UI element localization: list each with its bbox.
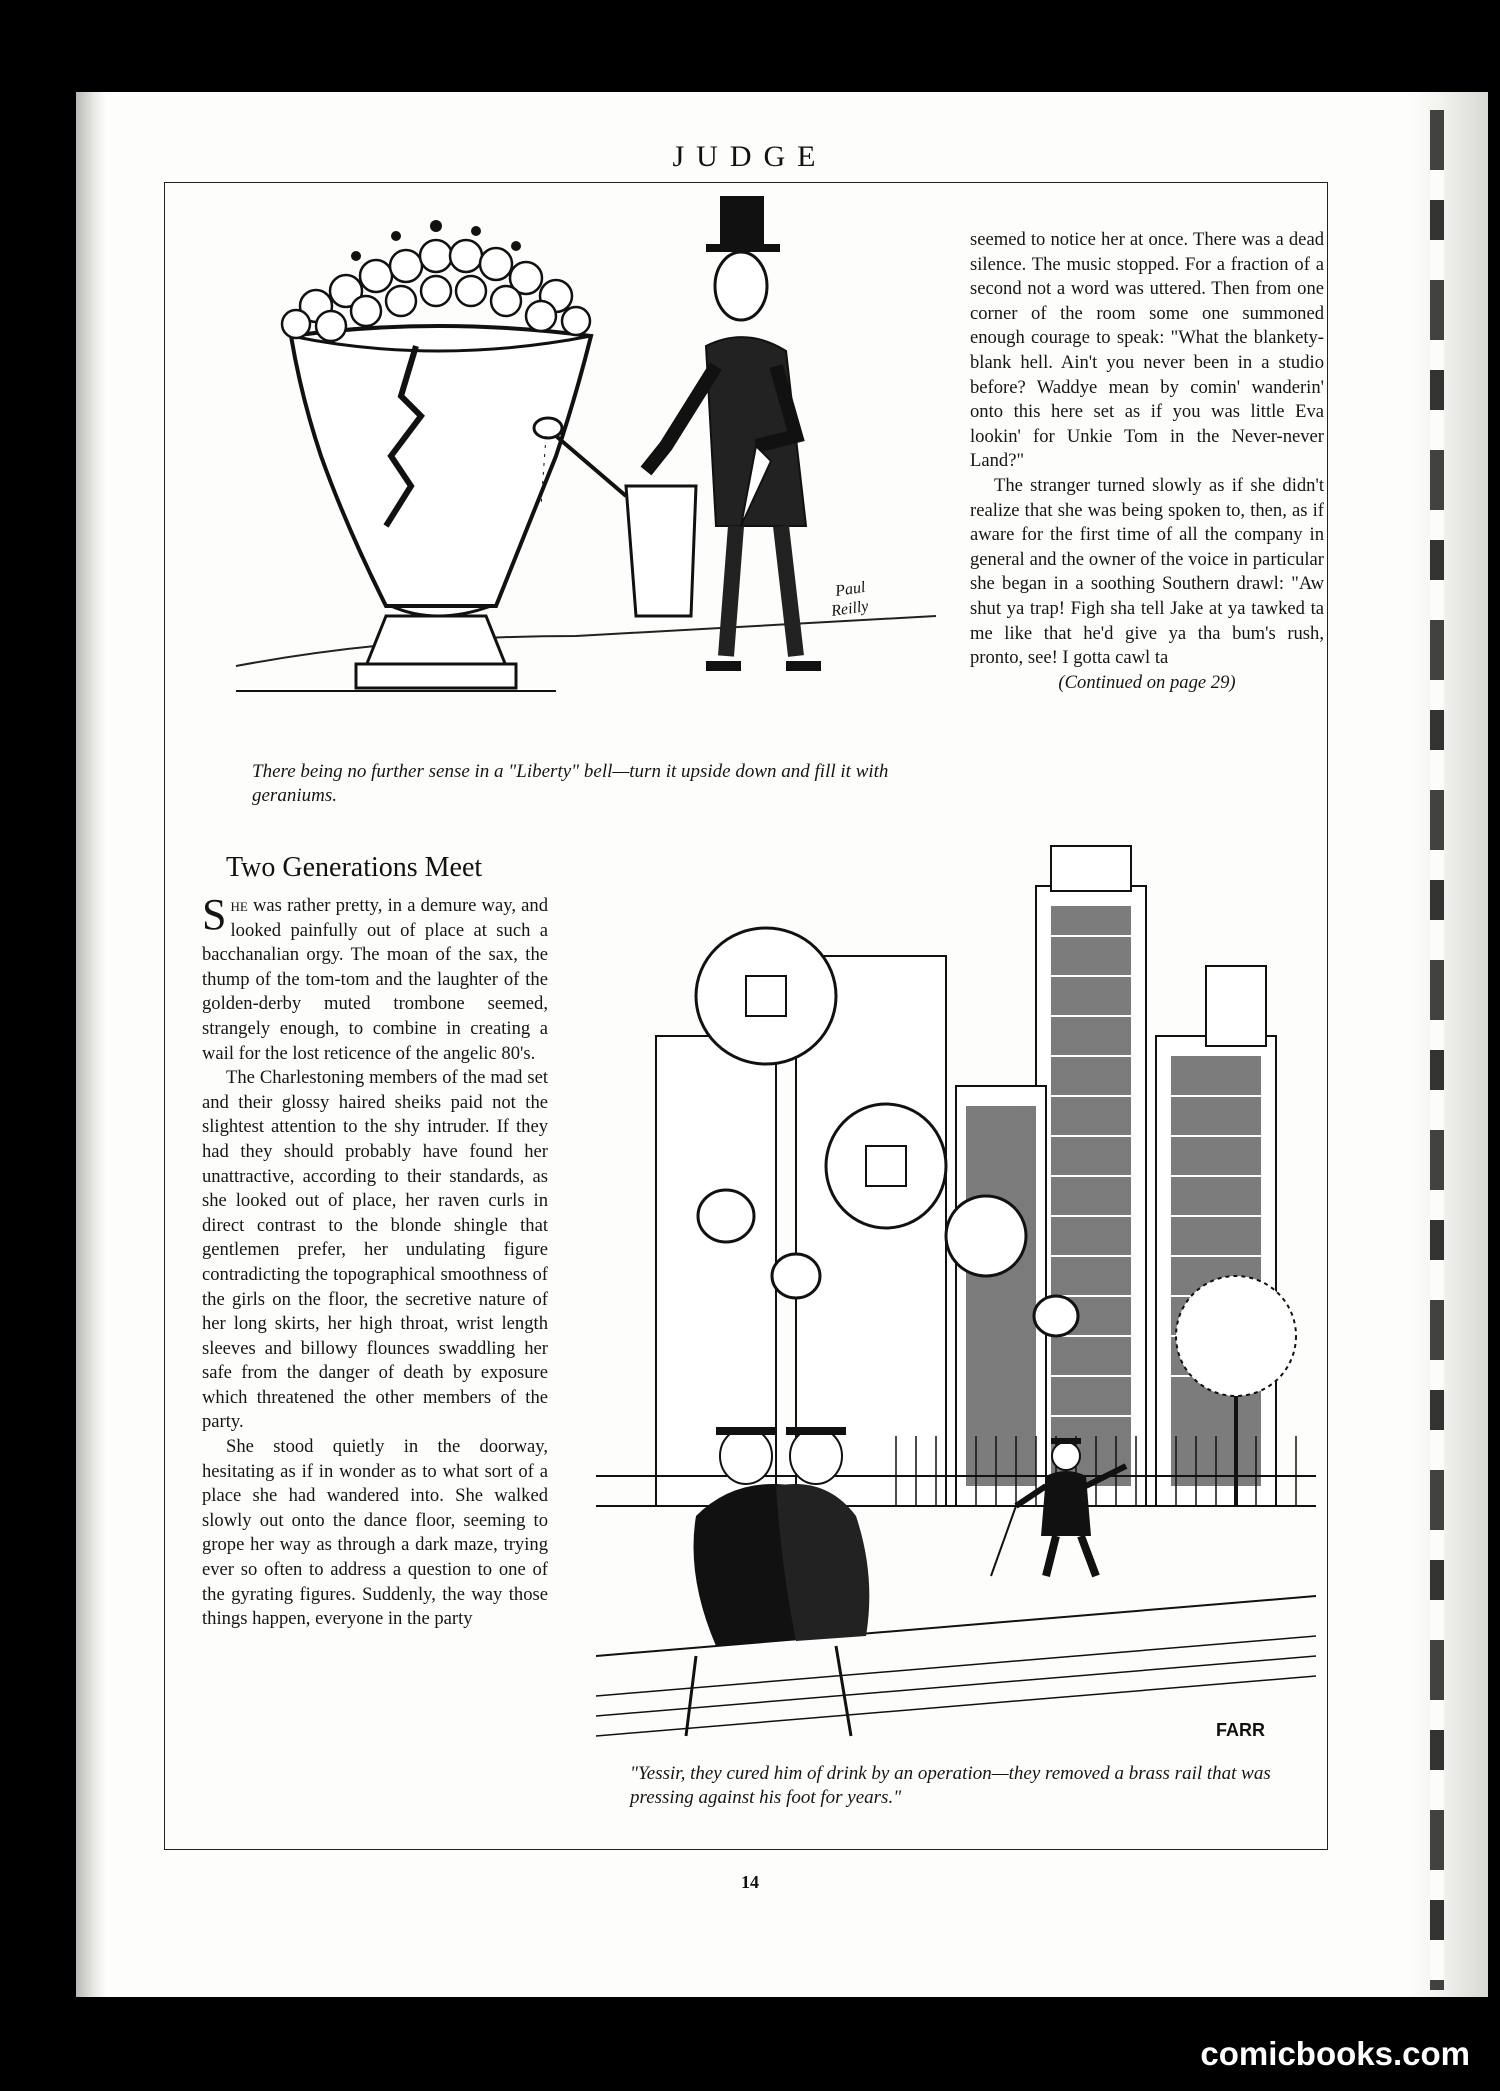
- svg-text:Paul: Paul: [834, 578, 867, 600]
- lead-smallcaps: he: [230, 895, 248, 916]
- article-body-column: [202, 890, 548, 1632]
- dropcap-letter: S: [202, 890, 227, 939]
- cartoon-street-caption: "Yessir, they cured him of drink by an operation—they removed a brass rail that was pressing against his foot for years.": [630, 1763, 1271, 1808]
- continuation-paragraph-2: The stranger turned slowly as if she didn't realize that she was being spoken to, then, as if aware for the first time of all the company in general and the owner of the voice in particular she began in a soothing Southern drawl: "Aw shut ya trap! Figh sha tell Jake at ya tawked ta me like that he'd give ya tha bum's rush, pronto, see! I gotta cawl ta: [970, 474, 1324, 669]
- article-headline: Two Generations Meet: [226, 852, 483, 883]
- article-paragraph-3: She stood quietly in the doorway, hesitating as if in wonder as to what sort of a place she had wandered into. She walked slowly out onto the dance floor, seeming to grope her way as through a dark maze, trying ever so often to address a question to one of the gyrating figures. Suddenly, the way those things happen, everyone in the party: [202, 1436, 548, 1630]
- urn-illustration: [196, 196, 956, 756]
- cartoon-city-street: [596, 836, 1316, 1756]
- continuation-paragraph-1: seemed to notice her at once. There was a dead silence. The music stopped. For a fraction of a second not a word was uttered. Then from one corner of the room some one summoned enough courage to speak: "What the blankety-blank hell. Ain't you never been in a studio before? Waddye mean by comin' wanderin' onto this here set as if you was little Eva lookin' for Unkie Tom in the Never-never Land?": [970, 229, 1324, 472]
- page-edge-right: [1410, 92, 1488, 1997]
- svg-text:Reilly: Reilly: [830, 597, 870, 620]
- farr-signature: FARR: [1216, 1720, 1265, 1740]
- masthead: JUDGE: [672, 140, 828, 173]
- story-continuation-column: [970, 228, 1324, 695]
- city-illustration: [596, 836, 1316, 1756]
- article-paragraph-2: The Charlestoning members of the mad set and their glossy haired sheiks paid not the slightest attention to the shy intruder. If they had they should probably have found her unattractive, according to their standards, as she looked out of place, her raven curls in direct contrast to the blonde shingle that gentlemen prefer, her undulating figure contradicting the topographical smoothness of the girls on the floor, the secretive nature of her long skirts, her high throat, wrist length sleeves and billowy flounces swaddling her safe from the danger of death by exposure which threatened the other members of the party.: [202, 1067, 548, 1433]
- continued-notice: (Continued on page 29): [1058, 671, 1236, 693]
- cartoon-urn-caption: There being no further sense in a "Liberty" bell—turn it upside down and fill it with geraniums.: [252, 761, 889, 806]
- lead-text: was rather pretty, in a demure way, and looked painfully out of place at such a bacchanalian orgy. The moan of the sax, the thump of the tom-tom and the laughter of the golden-derby muted trombone seemed, strangely enough, to combine in creating a wail for the lost reticence of the angelic 80's.: [202, 895, 548, 1064]
- page-number: 14: [741, 1872, 759, 1892]
- binding-spine: [1430, 110, 1444, 1990]
- cartoon-urn-geraniums: [196, 196, 956, 756]
- article-lead-paragraph: [202, 890, 548, 1066]
- source-watermark: comicbooks.com: [1200, 2035, 1470, 2072]
- page-edge-left: [76, 92, 106, 1997]
